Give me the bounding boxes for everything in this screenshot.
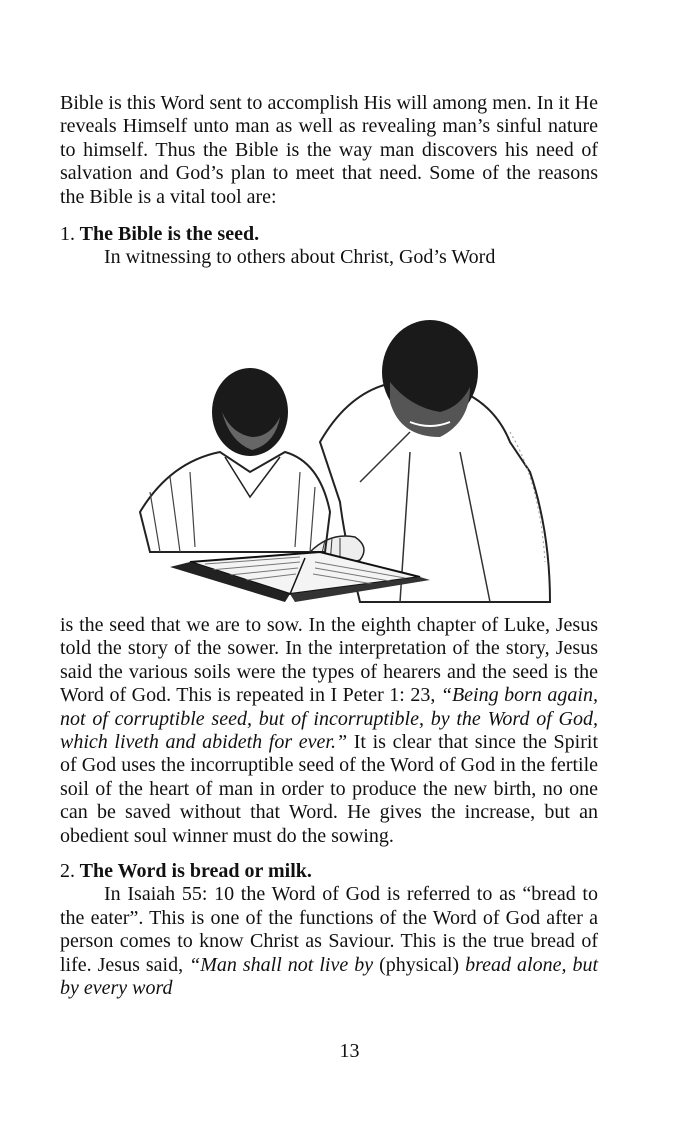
illustration-two-men-reading-bible xyxy=(110,312,555,612)
paragraph-seed xyxy=(60,614,598,848)
scripture-quote-bread-alone: bread alone, but by every word xyxy=(60,953,599,1000)
text-block-bottom xyxy=(60,614,598,1001)
paragraph-intro: Bible is this Word sent to accomplish His will among men. In it He reveals Himself unto man as well as revealing man’s sinful nature to himself. Thus the Bible is the way man discovers his need of salvation and God’s plan to meet that need. Some of the reasons the Bible is a vital tool are: xyxy=(60,92,598,208)
section-1-intro: In witnessing to others about Christ, God’s Word xyxy=(104,246,496,269)
paragraph-bread xyxy=(60,883,598,1000)
section-1-number: 1. xyxy=(60,223,75,246)
section-2-title: The Word is bread or milk. xyxy=(79,860,312,883)
paragraph-bread-text: In Isaiah 55: 10 the Word of God is referred to as “bread to the eater”. This is one of the functions of the Word of God after a person comes to know Christ as Saviour. This is the true bread of life. Jesus said, xyxy=(60,883,598,976)
section-1-title: The Bible is the seed. xyxy=(79,223,260,246)
paragraph-seed-text-2: It is clear that since the Spirit of God uses the incorruptible seed of the Word of God in the fertile soil of the heart of man in order to produce the new birth, no one can be saved without that Word. He gives the increase, but an obedient soul winner must do the sowing. xyxy=(60,731,598,847)
section-1-heading xyxy=(60,223,598,246)
paragraph-bread-plain: (physical) xyxy=(373,953,466,976)
paragraph-seed-text-1: is the seed that we are to sow. In the eighth chapter of Luke, Jesus told the story of the sower. In the interpretation of the story, Jesus said the various soils were the types of hearers and the seed is the Word of God. This is repeated in I Peter 1: 23, xyxy=(60,614,598,707)
page-number: 13 xyxy=(339,1040,360,1062)
section-2-heading xyxy=(60,860,598,883)
text-block-top xyxy=(60,92,598,270)
scripture-quote-1-peter: “Being born again, not of corruptible seed, but of incorruptible, by the Word of God, which liveth and abideth for ever.” xyxy=(60,684,598,754)
section-2-number: 2. xyxy=(60,860,75,883)
scripture-quote-man-shall-not-live: “Man shall not live by xyxy=(189,953,374,976)
